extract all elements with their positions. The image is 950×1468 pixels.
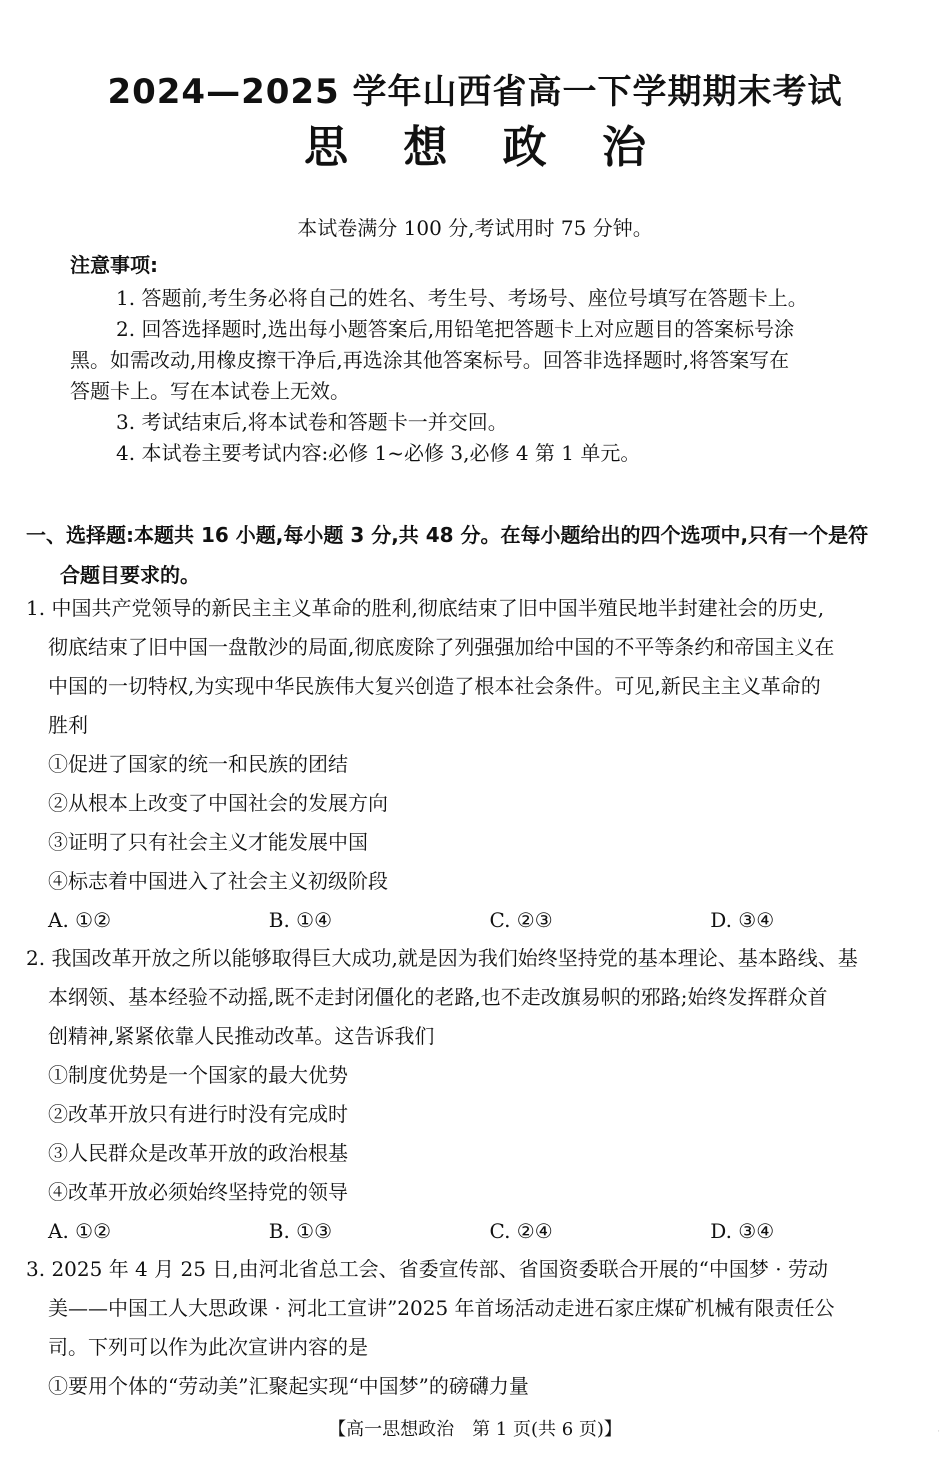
question-stem-line: 美——中国工人大思政课 · 河北工宣讲”2025 年首场活动走进石家庄煤矿机械有限责任公 [48,1296,835,1320]
question-item: ②从根本上改变了中国社会的发展方向 [48,791,388,815]
note-line: 答题卡上。写在本试卷上无效。 [70,379,350,403]
question-stem-line: 中国的一切特权,为实现中华民族伟大复兴创造了根本社会条件。可见,新民主主义革命的 [48,674,821,698]
question-stem-line: 创精神,紧紧依靠人民推动改革。这告诉我们 [48,1024,435,1048]
question-item: ③人民群众是改革开放的政治根基 [48,1141,348,1165]
option-c: C. ②④ [489,1219,553,1243]
notes-block [70,283,890,469]
note-line: 1. 答题前,考生务必将自己的姓名、考生号、考场号、座位号填写在答题卡上。 [116,286,808,310]
question-stem-line: 本纲领、基本经验不动摇,既不走封闭僵化的老路,也不走改旗易帜的邪路;始终发挥群众首 [48,985,828,1009]
corner-mark: · [937,1427,940,1437]
question-stem-line: 3. 2025 年 4 月 25 日,由河北省总工会、省委宣传部、省国资委联合开展的“中国梦 · 劳动 [26,1257,828,1281]
exam-title: 2024—2025 学年山西省高一下学期期末考试 [107,72,843,112]
option-b: B. ①④ [268,908,333,932]
note-line: 3. 考试结束后,将本试卷和答题卡一并交回。 [116,410,508,434]
question-item: ③证明了只有社会主义才能发展中国 [48,830,368,854]
note-line: 黑。如需改动,用橡皮擦干净后,再选涂其他答案标号。回答非选择题时,将答案写在 [70,348,790,372]
option-a: A. ①② [48,908,112,932]
question-3 [26,1250,931,1406]
notes-heading: 注意事项: [70,253,158,277]
option-a: A. ①② [48,1219,112,1243]
section-line: 合题目要求的。 [60,563,200,587]
question-item: ②改革开放只有进行时没有完成时 [48,1102,348,1126]
question-1 [26,589,931,940]
answer-options [26,901,931,940]
exam-intro: 本试卷满分 100 分,考试用时 75 分钟。 [297,216,653,240]
question-stem-line: 司。下列可以作为此次宣讲内容的是 [48,1335,368,1359]
page-footer: 【高一思想政治 第 1 页(共 6 页)】 [328,1419,622,1440]
answer-options [26,1212,931,1251]
question-item: ④标志着中国进入了社会主义初级阶段 [48,869,388,893]
option-d: D. ③④ [710,1219,775,1243]
option-d: D. ③④ [710,908,775,932]
question-stem-line: 胜利 [48,713,88,737]
note-line: 4. 本试卷主要考试内容:必修 1~必修 3,必修 4 第 1 单元。 [116,441,641,465]
question-stem-line: 2. 我国改革开放之所以能够取得巨大成功,就是因为我们始终坚持党的基本理论、基本路线、基 [26,946,858,970]
option-b: B. ①③ [268,1219,333,1243]
question-item: ④改革开放必须始终坚持党的领导 [48,1180,348,1204]
section-heading [26,515,931,595]
question-2 [26,939,931,1251]
section-line: 一、选择题:本题共 16 小题,每小题 3 分,共 48 分。在每小题给出的四个选项中,只有一个是符 [26,523,869,547]
subject-title: 思 想 政 治 [304,122,666,173]
question-stem-line: 1. 中国共产党领导的新民主主义革命的胜利,彻底结束了旧中国半殖民地半封建社会的历史, [26,596,825,620]
question-stem-line: 彻底结束了旧中国一盘散沙的局面,彻底废除了列强强加给中国的不平等条约和帝国主义在 [48,635,835,659]
option-c: C. ②③ [489,908,553,932]
question-item: ①促进了国家的统一和民族的团结 [48,752,348,776]
question-item: ①要用个体的“劳动美”汇聚起实现“中国梦”的磅礴力量 [48,1374,529,1398]
question-item: ①制度优势是一个国家的最大优势 [48,1063,348,1087]
note-line: 2. 回答选择题时,选出每小题答案后,用铅笔把答题卡上对应题目的答案标号涂 [116,317,795,341]
